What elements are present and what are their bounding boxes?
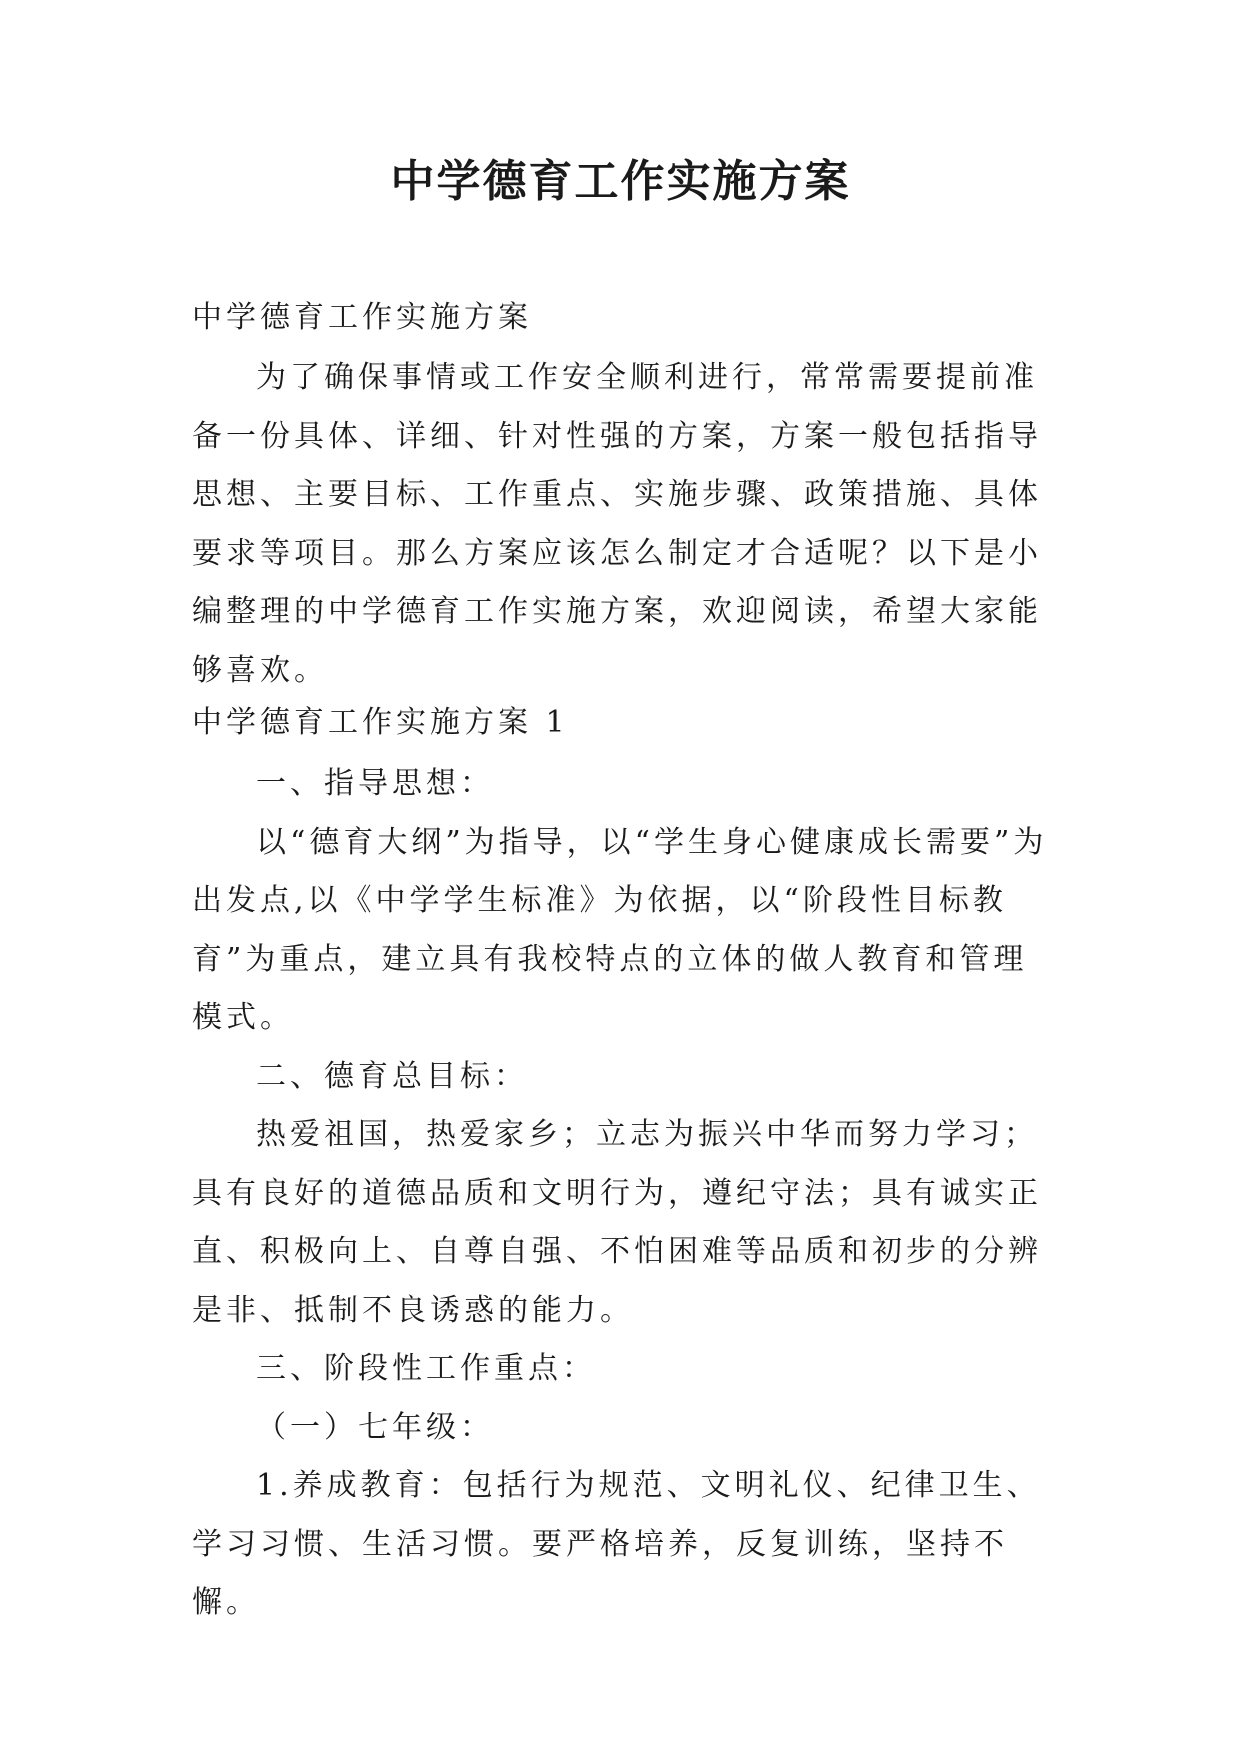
- paragraph-habit-education: 1.养成教育：包括行为规范、文明礼仪、纪律卫生、学习习惯、生活习惯。要严格培养，反复训练，坚持不懈。: [192, 1468, 1041, 1620]
- heading-overall-goal: 二、德育总目标：: [256, 1058, 528, 1094]
- heading-stage-focus: 三、阶段性工作重点：: [256, 1351, 596, 1386]
- document-title: 中学德育工作实施方案: [390, 156, 851, 207]
- paragraph-guiding-ideology: 以“德育大纲”为指导，以“学生身心健康成长需要”为出发点,以《中学学生标准》为依据，以“阶段性目标教育”为重点，建立具有我校特点的立体的做人教育和管理模式。: [192, 824, 1048, 1035]
- intro-paragraph: 为了确保事情或工作安全顺利进行，常常需要提前准备一份具体、详细、针对性强的方案，方案一般包括指导思想、主要目标、工作重点、实施步骤、政策措施、具体要求等项目。那么方案应该怎么制定才合适呢？以下是小编整理的中学德育工作实施方案，欢迎阅读，希望大家能够喜欢。: [192, 360, 1042, 688]
- heading-guiding-ideology: 一、指导思想：: [256, 766, 494, 801]
- document-subtitle: 中学德育工作实施方案: [192, 300, 532, 335]
- paragraph-overall-goal: 热爱祖国，热爱家乡；立志为振兴中华而努力学习；具有良好的道德品质和文明行为，遵纪守法；具有诚实正直、积极向上、自尊自强、不怕困难等品质和初步的分辨是非、抵制不良诱惑的能力。: [192, 1117, 1042, 1328]
- section-title: 中学德育工作实施方案 1: [192, 705, 569, 740]
- heading-grade-seven: （一）七年级：: [256, 1409, 494, 1445]
- section-body: [192, 755, 1052, 1633]
